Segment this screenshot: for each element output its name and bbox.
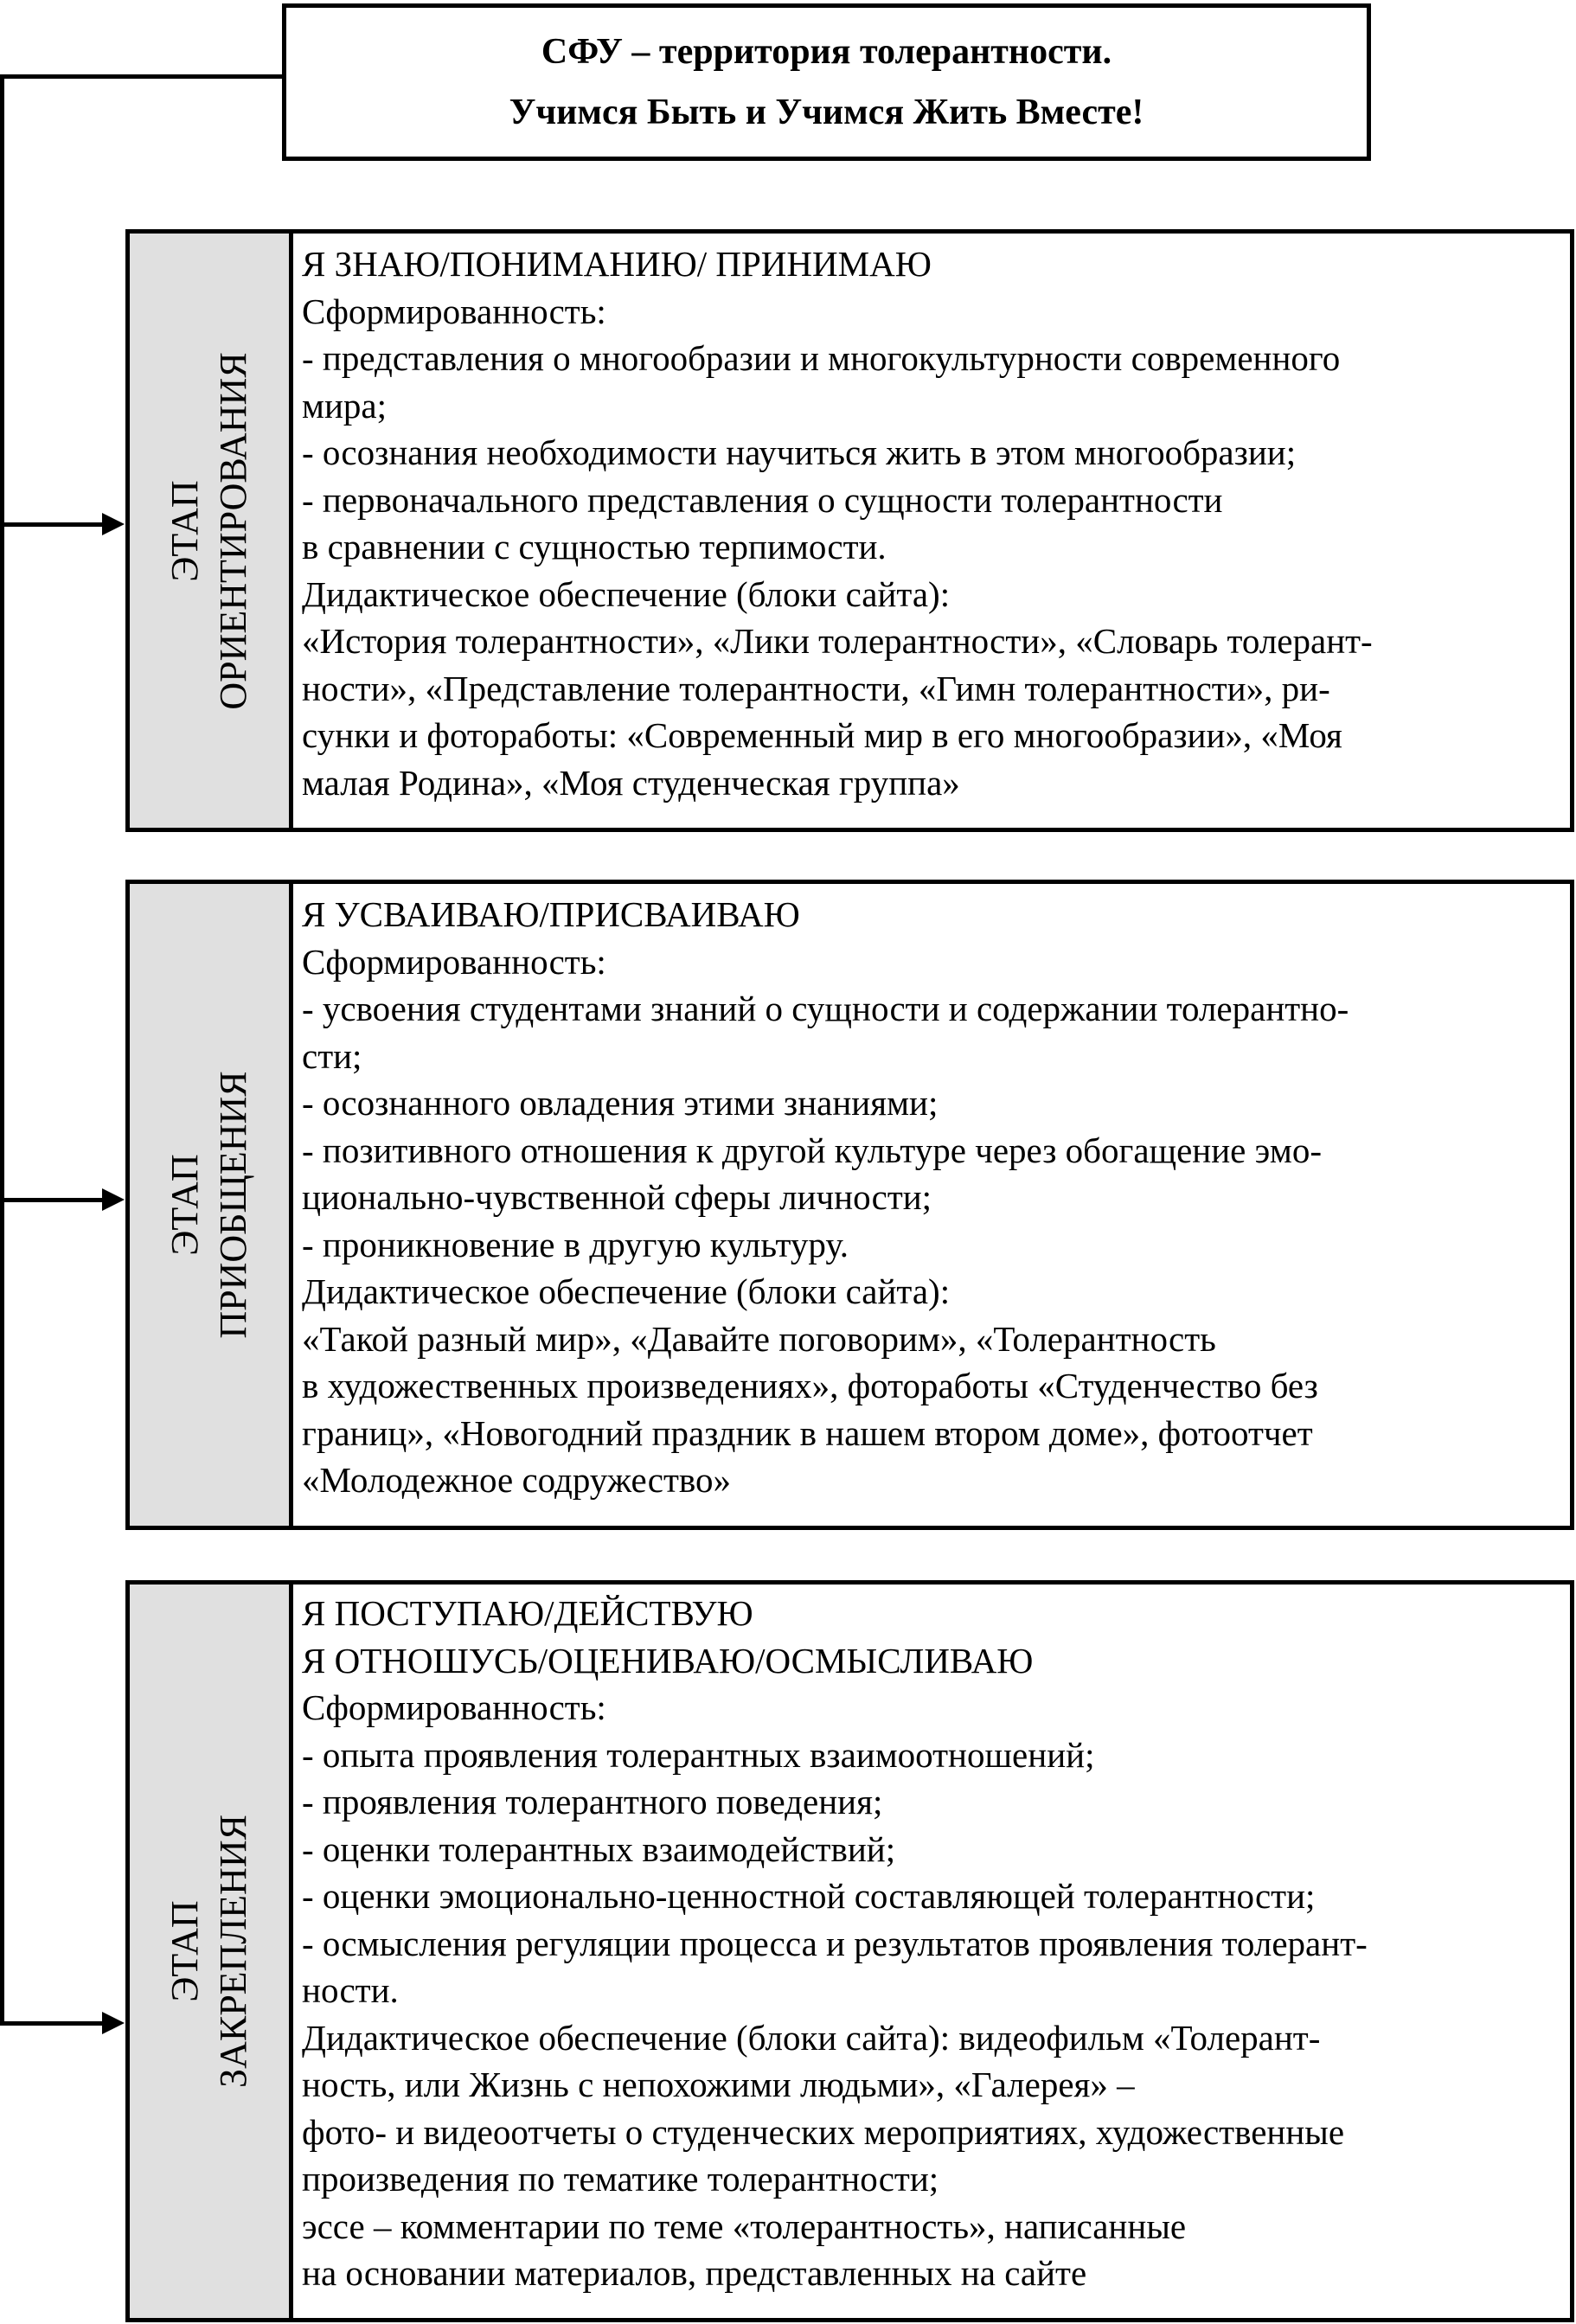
content-line: Дидактическое обеспечение (блоки сайта): [302,1271,951,1311]
content-line: Сформированность: [302,941,606,982]
arrowhead-stage-2 [102,1188,125,1211]
content-line: Сформированность: [302,1687,606,1727]
title-line-1: СФУ – территория толерантности. [541,32,1112,72]
content-line: - осознания необходимости научиться жить в этом многообразии; [302,432,1297,472]
stage-initiation-content [293,884,1570,1526]
content-line: Дидактическое обеспечение (блоки сайта): [302,573,951,614]
stage-orientation-label-line-1: ЭТАП [163,479,206,582]
diagram-title-box [282,3,1371,161]
content-line: границ», «Новогодний праздник в нашем втором доме», фотоотчет [302,1412,1313,1453]
connector-branch-1 [0,522,102,527]
content-line: Я ОТНОШУСЬ/ОЦЕНИВАЮ/ОСМЫСЛИВАЮ [302,1640,1034,1681]
content-line: мира; [302,385,387,426]
content-line: произведения по тематике толерантности; [302,2159,939,2199]
stage-initiation-box [125,880,1574,1530]
content-line: Я ПОСТУПАЮ/ДЕЙСТВУЮ [302,1593,753,1633]
content-line: сти; [302,1035,362,1076]
content-line: ности», «Представление толерантности, «Гимн толерантности», ри- [302,668,1330,708]
content-line: эссе – комментарии по теме «толерантность», написанные [302,2206,1187,2246]
connector-branch-3 [0,2021,102,2026]
content-line: ности. [302,1970,399,2010]
content-line: - первоначального представления о сущности толерантности [302,479,1223,520]
content-line: - оценки эмоционально-ценностной составляющей толерантности; [302,1876,1316,1916]
content-line: - представления о многообразии и многокультурности современного [302,338,1341,378]
stage-consolidation-box [125,1580,1574,2322]
content-line: в сравнении с сущностью терпимости. [302,527,887,567]
content-line: на основании материалов, представленных на сайте [302,2253,1087,2293]
stage-consolidation-content [293,1585,1570,2318]
content-line: Я ЗНАЮ/ПОНИМАНИЮ/ ПРИНИМАЮ [302,244,932,284]
arrowhead-stage-1 [102,513,125,535]
content-line: Я УСВАИВАЮ/ПРИСВАИВАЮ [302,894,800,934]
content-line: - проникновение в другую культуру. [302,1224,849,1264]
content-line: ционально-чувственной сферы личности; [302,1177,932,1217]
stage-initiation-label-line-1: ЭТАП [163,1154,206,1256]
content-line: - проявления толерантного поведения; [302,1782,883,1821]
content-line: в художественных произведениях», фотоработы «Студенчество без [302,1366,1318,1405]
content-line: - осознанного овладения этими знаниями; [302,1083,939,1123]
content-line: фото- и видеоотчеты о студенческих мероприятиях, художественные [302,2111,1345,2152]
content-line: - осмысления регуляции процесса и результатов проявления толерант- [302,1923,1368,1963]
content-line: - позитивного отношения к другой культуре через обогащение эмо- [302,1130,1322,1170]
content-line: - оценки толерантных взаимодействий; [302,1828,896,1869]
connector-branch-2 [0,1198,102,1202]
content-line: «Молодежное содружество» [302,1460,731,1500]
content-line: «Такой разный мир», «Давайте поговорим», «Толерантность [302,1318,1216,1359]
stage-consolidation-label-line-2: ЗАКРЕПЛЕНИЯ [212,1815,254,2088]
stage-initiation-label-line-2: ПРИОБЩЕНИЯ [212,1071,254,1339]
content-line: ность, или Жизнь с непохожими людьми», «Галерея» – [302,2065,1135,2104]
content-line: - опыта проявления толерантных взаимоотношений; [302,1734,1095,1775]
arrowhead-stage-3 [102,2012,125,2034]
stage-consolidation-label-line-1: ЭТАП [163,1900,206,2002]
content-line: «История толерантности», «Лики толерантности», «Словарь толерант- [302,621,1373,661]
stage-initiation-label [130,884,293,1526]
content-line: Сформированность: [302,291,606,331]
content-line: сунки и фотоработы: «Современный мир в его многообразии», «Моя [302,715,1342,755]
title-line-2: Учимся Быть и Учимся Жить Вместе! [509,93,1144,132]
content-line: - усвоения студентами знаний о сущности и содержании толерантно- [302,989,1349,1028]
content-line: Дидактическое обеспечение (блоки сайта): видеофильм «Толерант- [302,2017,1321,2058]
stage-orientation-label-line-2: ОРИЕНТИРОВАНИЯ [212,351,254,710]
connector-title-left [0,74,282,79]
stage-orientation-content [293,234,1570,828]
stage-consolidation-label [130,1585,293,2318]
connector-vertical-trunk [0,74,4,2026]
stage-orientation-label [130,234,293,828]
content-line: малая Родина», «Моя студенческая группа» [302,762,960,803]
stage-orientation-box [125,229,1574,832]
